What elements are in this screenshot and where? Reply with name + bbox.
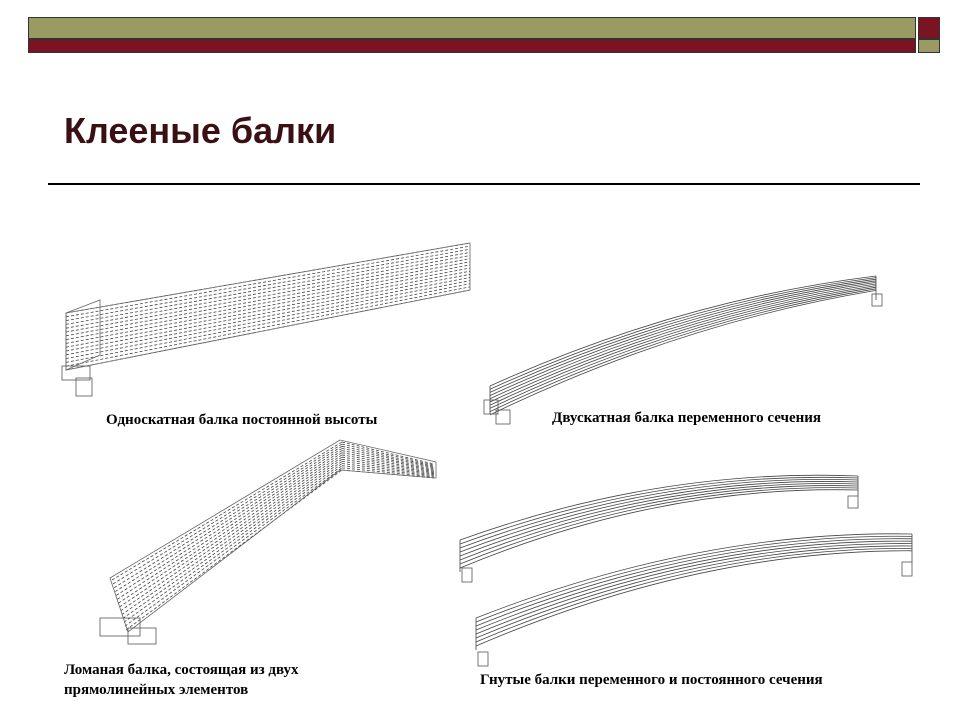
lamination-line <box>490 281 876 396</box>
lamination-line <box>122 461 342 614</box>
lamination-line <box>118 455 342 603</box>
lamination-line <box>476 551 912 646</box>
lamination-line <box>126 470 342 630</box>
caption-beam3-line2: прямолинейных элементов <box>64 682 249 698</box>
lamination-line <box>116 451 342 596</box>
lamination-line <box>460 477 858 544</box>
caption-beam1: Односкатная балка постоянной высоты <box>106 412 378 428</box>
lamination-line <box>115 448 342 591</box>
lamination-line <box>490 279 876 392</box>
caption-beam2: Двускатная балка переменного сечения <box>552 410 822 426</box>
lamination-line <box>490 278 876 390</box>
lamination-line <box>66 256 470 329</box>
beam1-illustration <box>62 243 470 396</box>
lamination-line <box>66 259 470 332</box>
caption-beam4: Гнутые балки переменного и постоянного сечения <box>480 672 823 688</box>
lamination-line <box>117 453 342 599</box>
beam4-illustration <box>460 475 912 666</box>
beam3-illustration <box>100 440 436 644</box>
lamination-line <box>342 446 434 466</box>
lamination-line <box>66 274 470 351</box>
lamination-line <box>66 281 470 359</box>
lamination-line <box>113 444 342 584</box>
lamination-line <box>490 276 876 386</box>
caption-beam3-line1: Ломаная балка, состоящая из двух <box>64 662 299 678</box>
beam2-illustration <box>484 276 882 424</box>
lamination-line <box>476 544 912 634</box>
lamination-line <box>112 442 342 580</box>
lamination-line <box>66 249 470 320</box>
lamination-line <box>460 475 858 540</box>
lamination-line <box>124 466 342 623</box>
lamination-line <box>66 271 470 347</box>
lamination-line <box>66 268 470 343</box>
slide-title: Клееные балки <box>64 110 337 151</box>
lamination-line <box>342 464 434 475</box>
lamination-line <box>66 277 470 354</box>
lamination-line <box>476 541 912 630</box>
lamination-line <box>342 444 434 465</box>
lamination-line <box>66 246 470 317</box>
lamination-line <box>114 446 342 587</box>
lamination-line <box>490 286 876 406</box>
lamination-line <box>490 287 876 408</box>
lamination-line <box>121 459 342 611</box>
lamination-line <box>490 290 876 414</box>
lamination-line <box>123 464 342 619</box>
lamination-line <box>120 457 342 607</box>
lamination-line <box>125 468 342 626</box>
lamination-line <box>66 252 470 324</box>
lamination-line <box>342 455 434 471</box>
lamination-line <box>490 289 876 412</box>
lamination-line <box>66 262 470 336</box>
